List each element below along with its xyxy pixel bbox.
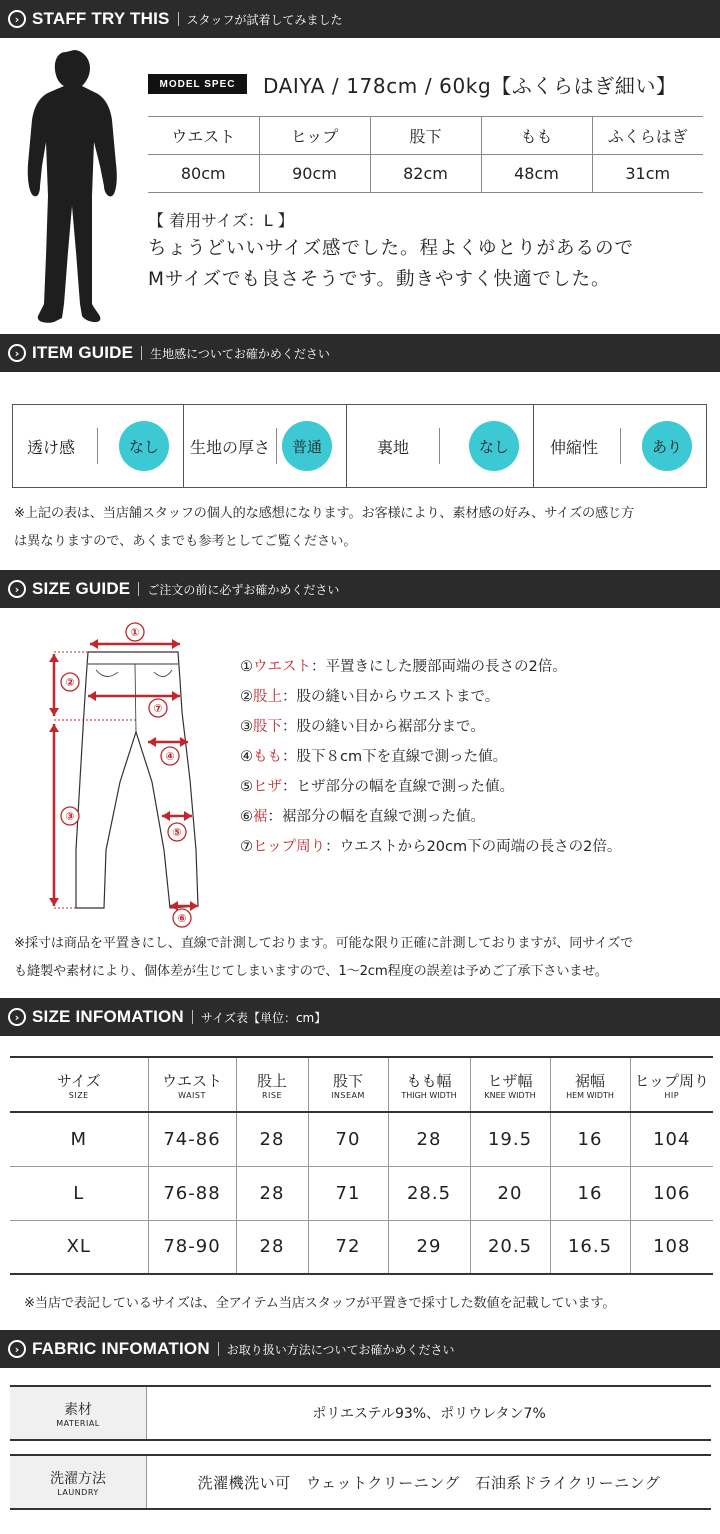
size-cell: 104	[653, 1128, 691, 1150]
measure-value: 31cm	[625, 164, 671, 183]
size-cell: 20	[470, 1166, 550, 1220]
staff-header-jp: スタッフが試着してみました	[186, 12, 343, 27]
measure-value: 80cm	[148, 155, 259, 193]
marker-2: ②	[65, 676, 75, 689]
size-guide-line: ②股上：股の縫い目からウエストまで。	[240, 689, 500, 705]
size-cell: 16	[550, 1166, 630, 1220]
measure-header: ふくらはぎ	[607, 127, 688, 146]
size-cell: 16	[550, 1112, 630, 1166]
material-value: ポリエステル93%、ポリウレタン7%	[312, 1406, 546, 1422]
item-guide-cell	[13, 405, 184, 487]
fabric-material-row	[10, 1385, 711, 1441]
table-row	[10, 1220, 713, 1274]
size-guide-line: ③股下：股の縫い目から裾部分まで。	[240, 719, 485, 735]
size-col-header: 股上 RISE	[236, 1057, 308, 1112]
model-spec-label: MODEL SPEC	[148, 74, 247, 94]
header-divider	[141, 346, 142, 360]
size-guide-header-en: SIZE GUIDE	[32, 579, 131, 598]
fabric-header-jp: お取り扱い方法についてお確かめください	[226, 1342, 455, 1357]
size-col-header: 裾幅 HEM WIDTH	[550, 1057, 630, 1112]
size-cell: 19.5	[470, 1112, 550, 1166]
marker-3: ③	[65, 810, 75, 823]
staff-comment-line1: ちょうどいいサイズ感でした。程よくゆとりがあるので	[148, 238, 635, 259]
size-table-header-row	[10, 1057, 713, 1112]
size-guide-term: もも	[253, 749, 282, 765]
item-guide-header-en: ITEM GUIDE	[32, 343, 134, 362]
item-guide-header	[0, 334, 720, 372]
size-guide-line: ⑥裾：裾部分の幅を直線で測った値。	[240, 809, 485, 825]
person-silhouette-icon	[20, 46, 130, 326]
size-guide-line: ④もも：股下８cm下を直線で測った値。	[240, 749, 508, 765]
chevron-right-icon: ›	[8, 344, 26, 362]
laundry-label: 洗濯方法 LAUNDRY	[10, 1456, 147, 1508]
size-cell: M	[10, 1112, 148, 1166]
chevron-right-icon: ›	[8, 580, 26, 598]
size-guide-line: ⑤ヒザ：ヒザ部分の幅を直線で測った値。	[240, 779, 514, 795]
chevron-right-icon: ›	[8, 1340, 26, 1358]
measure-header: ヒップ	[259, 117, 370, 155]
item-guide-note-line2: は異なりますので、あくまでも参考としてご覧ください。	[14, 534, 357, 549]
size-cell: 28	[236, 1220, 308, 1274]
size-guide-note-line1: ※採寸は商品を平置きにし、直線で計測しております。可能な限り正確に計測しておりますが、同サイズで	[14, 936, 634, 951]
staff-header-en: STAFF TRY THIS	[32, 9, 170, 28]
size-col-header: ヒザ幅 KNEE WIDTH	[470, 1057, 550, 1112]
measure-value: 90cm	[259, 155, 370, 193]
model-spec-text: DAIYA / 178cm / 60kg【ふくらはぎ細い】	[263, 74, 677, 98]
size-cell: XL	[10, 1220, 148, 1274]
size-col-header: もも幅 THIGH WIDTH	[388, 1057, 470, 1112]
size-cell: 20.5	[470, 1220, 550, 1274]
item-guide-box	[12, 404, 707, 488]
size-guide-term: 裾	[253, 809, 268, 825]
size-col-header: サイズ SIZE	[10, 1057, 148, 1112]
size-guide-line: ①ウエスト：平置きにした腰部両端の長さの2倍。	[240, 659, 567, 675]
staff-section-header	[0, 0, 720, 38]
item-guide-badge: なし	[119, 421, 169, 471]
item-guide-cell	[534, 405, 706, 487]
item-guide-label: 裏地	[377, 437, 410, 457]
size-info-header-jp: サイズ表【単位：cm】	[200, 1010, 327, 1025]
fabric-header-en: FABRIC INFOMATION	[32, 1339, 210, 1358]
material-label: 素材 MATERIAL	[10, 1387, 147, 1439]
header-divider	[192, 1010, 193, 1024]
size-col-header: ウエスト WAIST	[148, 1057, 236, 1112]
marker-6: ⑥	[177, 912, 187, 925]
item-guide-cell	[347, 405, 534, 487]
size-cell: 28	[236, 1112, 308, 1166]
size-cell: 78-90	[148, 1220, 236, 1274]
size-col-header: 股下 INSEAM	[308, 1057, 388, 1112]
size-cell: 108	[653, 1236, 691, 1258]
table-row	[10, 1112, 713, 1166]
item-guide-badge: あり	[642, 421, 692, 471]
size-cell: 28	[388, 1112, 470, 1166]
measure-header: 股下	[370, 117, 481, 155]
size-guide-line: ⑦ヒップ周り：ウエストから20cm下の両端の長さの2倍。	[240, 839, 622, 855]
pants-diagram	[40, 620, 210, 930]
item-guide-note-line1: ※上記の表は、当店舗スタッフの個人的な感想になります。お客様により、素材感の好み、サイズの感じ方	[14, 506, 634, 521]
size-cell: 28.5	[388, 1166, 470, 1220]
size-guide-list	[240, 652, 621, 862]
size-info-header-en: SIZE INFOMATION	[32, 1007, 184, 1026]
marker-7: ⑦	[153, 702, 163, 715]
size-guide-term: ヒップ周り	[253, 839, 326, 855]
size-guide-header-jp: ご注文の前に必ずお確かめください	[147, 582, 340, 597]
item-guide-cell	[184, 405, 347, 487]
size-cell: 70	[308, 1112, 388, 1166]
size-cell: 106	[653, 1182, 691, 1204]
marker-1: ①	[130, 626, 140, 639]
item-guide-label: 伸縮性	[550, 437, 599, 457]
chevron-right-icon: ›	[8, 10, 26, 28]
size-cell: 28	[236, 1166, 308, 1220]
table-row	[10, 1166, 713, 1220]
size-guide-note-line2: も縫製や素材により、個体差が生じてしまいますので、1〜2cm程度の誤差は予めご了承下さいませ。	[14, 964, 608, 979]
header-divider	[218, 1342, 219, 1356]
measure-value: 82cm	[370, 155, 481, 193]
size-cell: L	[10, 1166, 148, 1220]
model-measure-table	[148, 116, 703, 193]
staff-comment-line2: Mサイズでも良さそうです。動きやすく快適でした。	[148, 269, 611, 290]
item-guide-badge: なし	[469, 421, 519, 471]
size-info-note: ※当店で表記しているサイズは、全アイテム当店スタッフが平置きで採寸した数値を記載しています。	[24, 1296, 616, 1311]
laundry-value: 洗濯機洗い可 ウェットクリーニング 石油系ドライクリーニング	[197, 1473, 661, 1492]
size-cell: 74-86	[148, 1112, 236, 1166]
size-cell: 71	[308, 1166, 388, 1220]
size-cell: 16.5	[550, 1220, 630, 1274]
size-guide-term: ヒザ	[253, 779, 282, 795]
marker-5: ⑤	[172, 826, 182, 839]
fabric-laundry-row	[10, 1454, 711, 1510]
measure-header: ウエスト	[148, 117, 259, 155]
header-divider	[138, 582, 139, 596]
measure-header: もも	[481, 117, 592, 155]
marker-4: ④	[165, 750, 175, 763]
size-guide-term: 股下	[253, 719, 282, 735]
size-guide-term: 股上	[253, 689, 282, 705]
size-info-header	[0, 998, 720, 1036]
size-table	[10, 1056, 713, 1275]
size-col-header: ヒップ周り HIP	[634, 1071, 710, 1100]
fabric-header	[0, 1330, 720, 1368]
item-guide-header-jp: 生地感についてお確かめください	[150, 346, 330, 361]
size-cell: 29	[388, 1220, 470, 1274]
item-guide-badge: 普通	[282, 421, 332, 471]
header-divider	[178, 12, 179, 26]
size-cell: 72	[308, 1220, 388, 1274]
chevron-right-icon: ›	[8, 1008, 26, 1026]
measure-value: 48cm	[481, 155, 592, 193]
item-guide-label: 透け感	[27, 437, 76, 457]
size-guide-term: ウエスト	[253, 659, 311, 675]
item-guide-label: 生地の厚さ	[190, 437, 271, 457]
size-cell: 76-88	[148, 1166, 236, 1220]
worn-size: 【 着用サイズ：L 】	[148, 211, 294, 230]
size-guide-header	[0, 570, 720, 608]
